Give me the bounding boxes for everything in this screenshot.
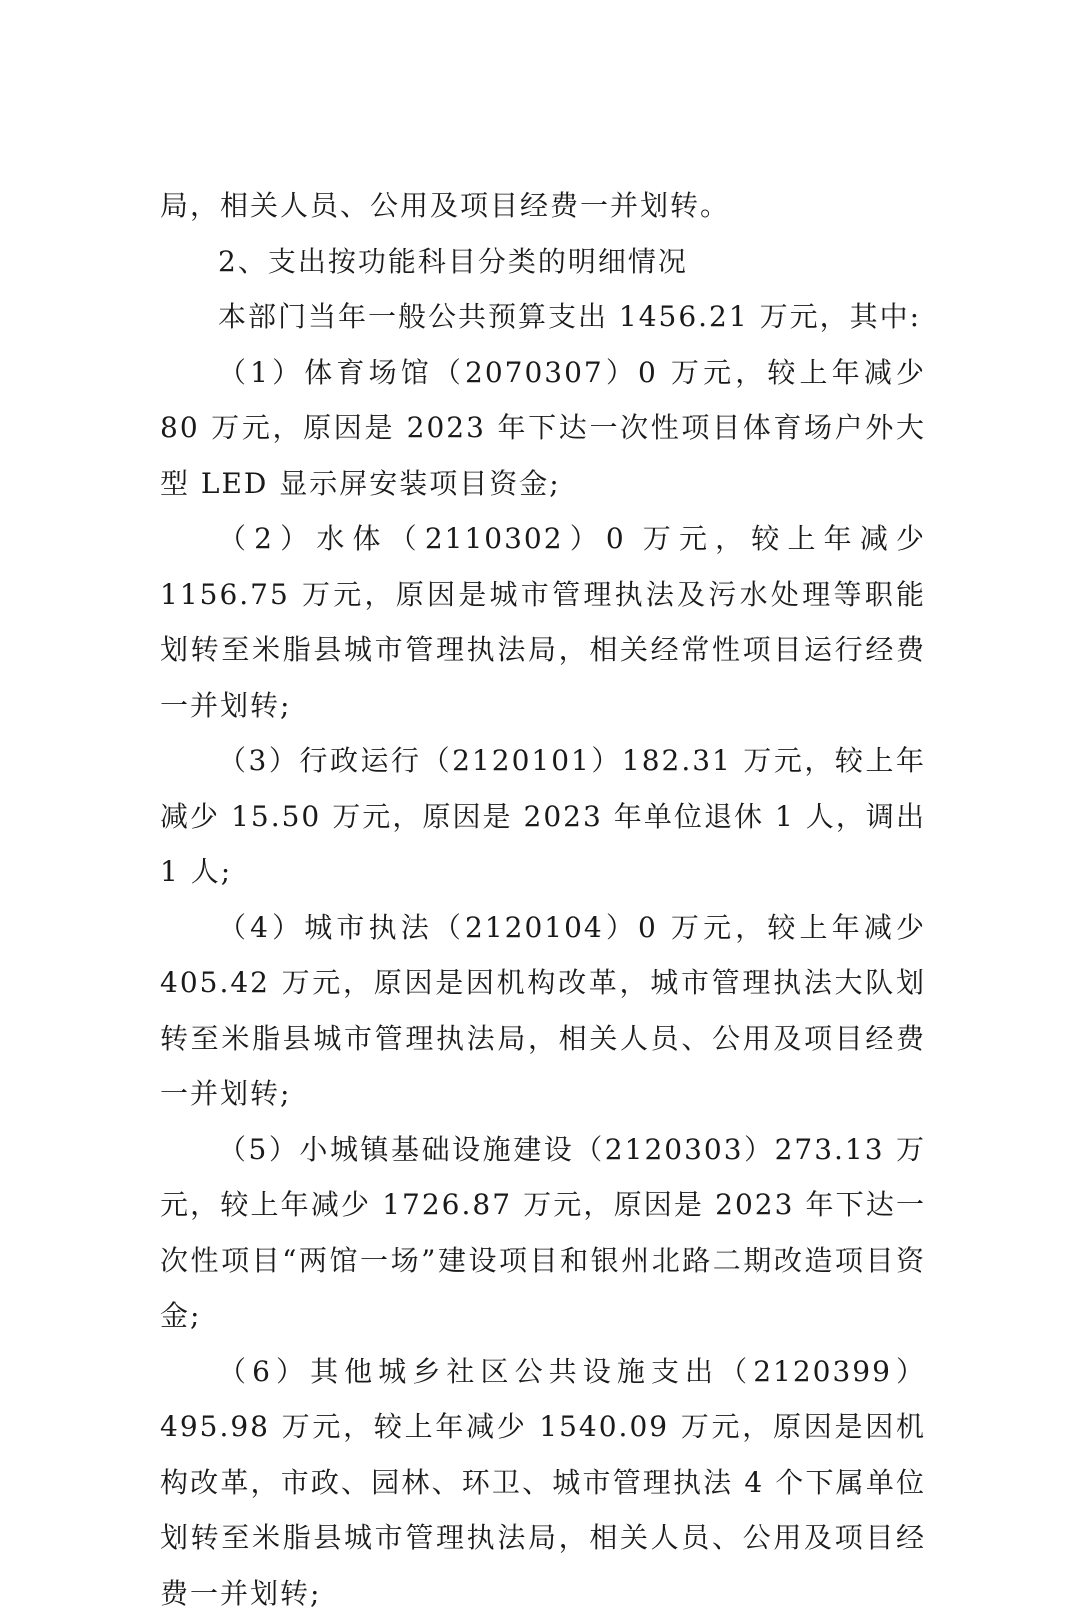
paragraph-item-2: （2）水体（2110302）0 万元，较上年减少 1156.75 万元，原因是城市管理执法及污水处理等职能划转至米脂县城市管理执法局，相关经常性项目运行经费一并划转; bbox=[160, 511, 926, 733]
paragraph-continuation: 局，相关人员、公用及项目经费一并划转。 bbox=[160, 178, 926, 234]
paragraph-item-5: （5）小城镇基础设施建设（2120303）273.13 万元，较上年减少 1726.87 万元，原因是 2023 年下达一次性项目“两馆一场”建设项目和银州北路二期改造项目资金; bbox=[160, 1122, 926, 1344]
paragraph-item-3: （3）行政运行（2120101）182.31 万元，较上年减少 15.50 万元，原因是 2023 年单位退休 1 人，调出 1 人; bbox=[160, 733, 926, 900]
paragraph-summary: 本部门当年一般公共预算支出 1456.21 万元，其中: bbox=[160, 289, 926, 345]
document-body bbox=[160, 178, 926, 1621]
paragraph-item-6: （6）其他城乡社区公共设施支出（2120399）495.98 万元，较上年减少 1540.09 万元，原因是因机构改革，市政、园林、环卫、城市管理执法 4 个下属单位划转至米脂县城市管理执法局，相关人员、公用及项目经费一并划转; bbox=[160, 1344, 926, 1621]
paragraph-item-4: （4）城市执法（2120104）0 万元，较上年减少 405.42 万元，原因是因机构改革，城市管理执法大队划转至米脂县城市管理执法局，相关人员、公用及项目经费一并划转; bbox=[160, 900, 926, 1122]
section-heading: 2、支出按功能科目分类的明细情况 bbox=[160, 234, 926, 290]
paragraph-item-1: （1）体育场馆（2070307）0 万元，较上年减少 80 万元，原因是 2023 年下达一次性项目体育场户外大型 LED 显示屏安装项目资金; bbox=[160, 345, 926, 512]
